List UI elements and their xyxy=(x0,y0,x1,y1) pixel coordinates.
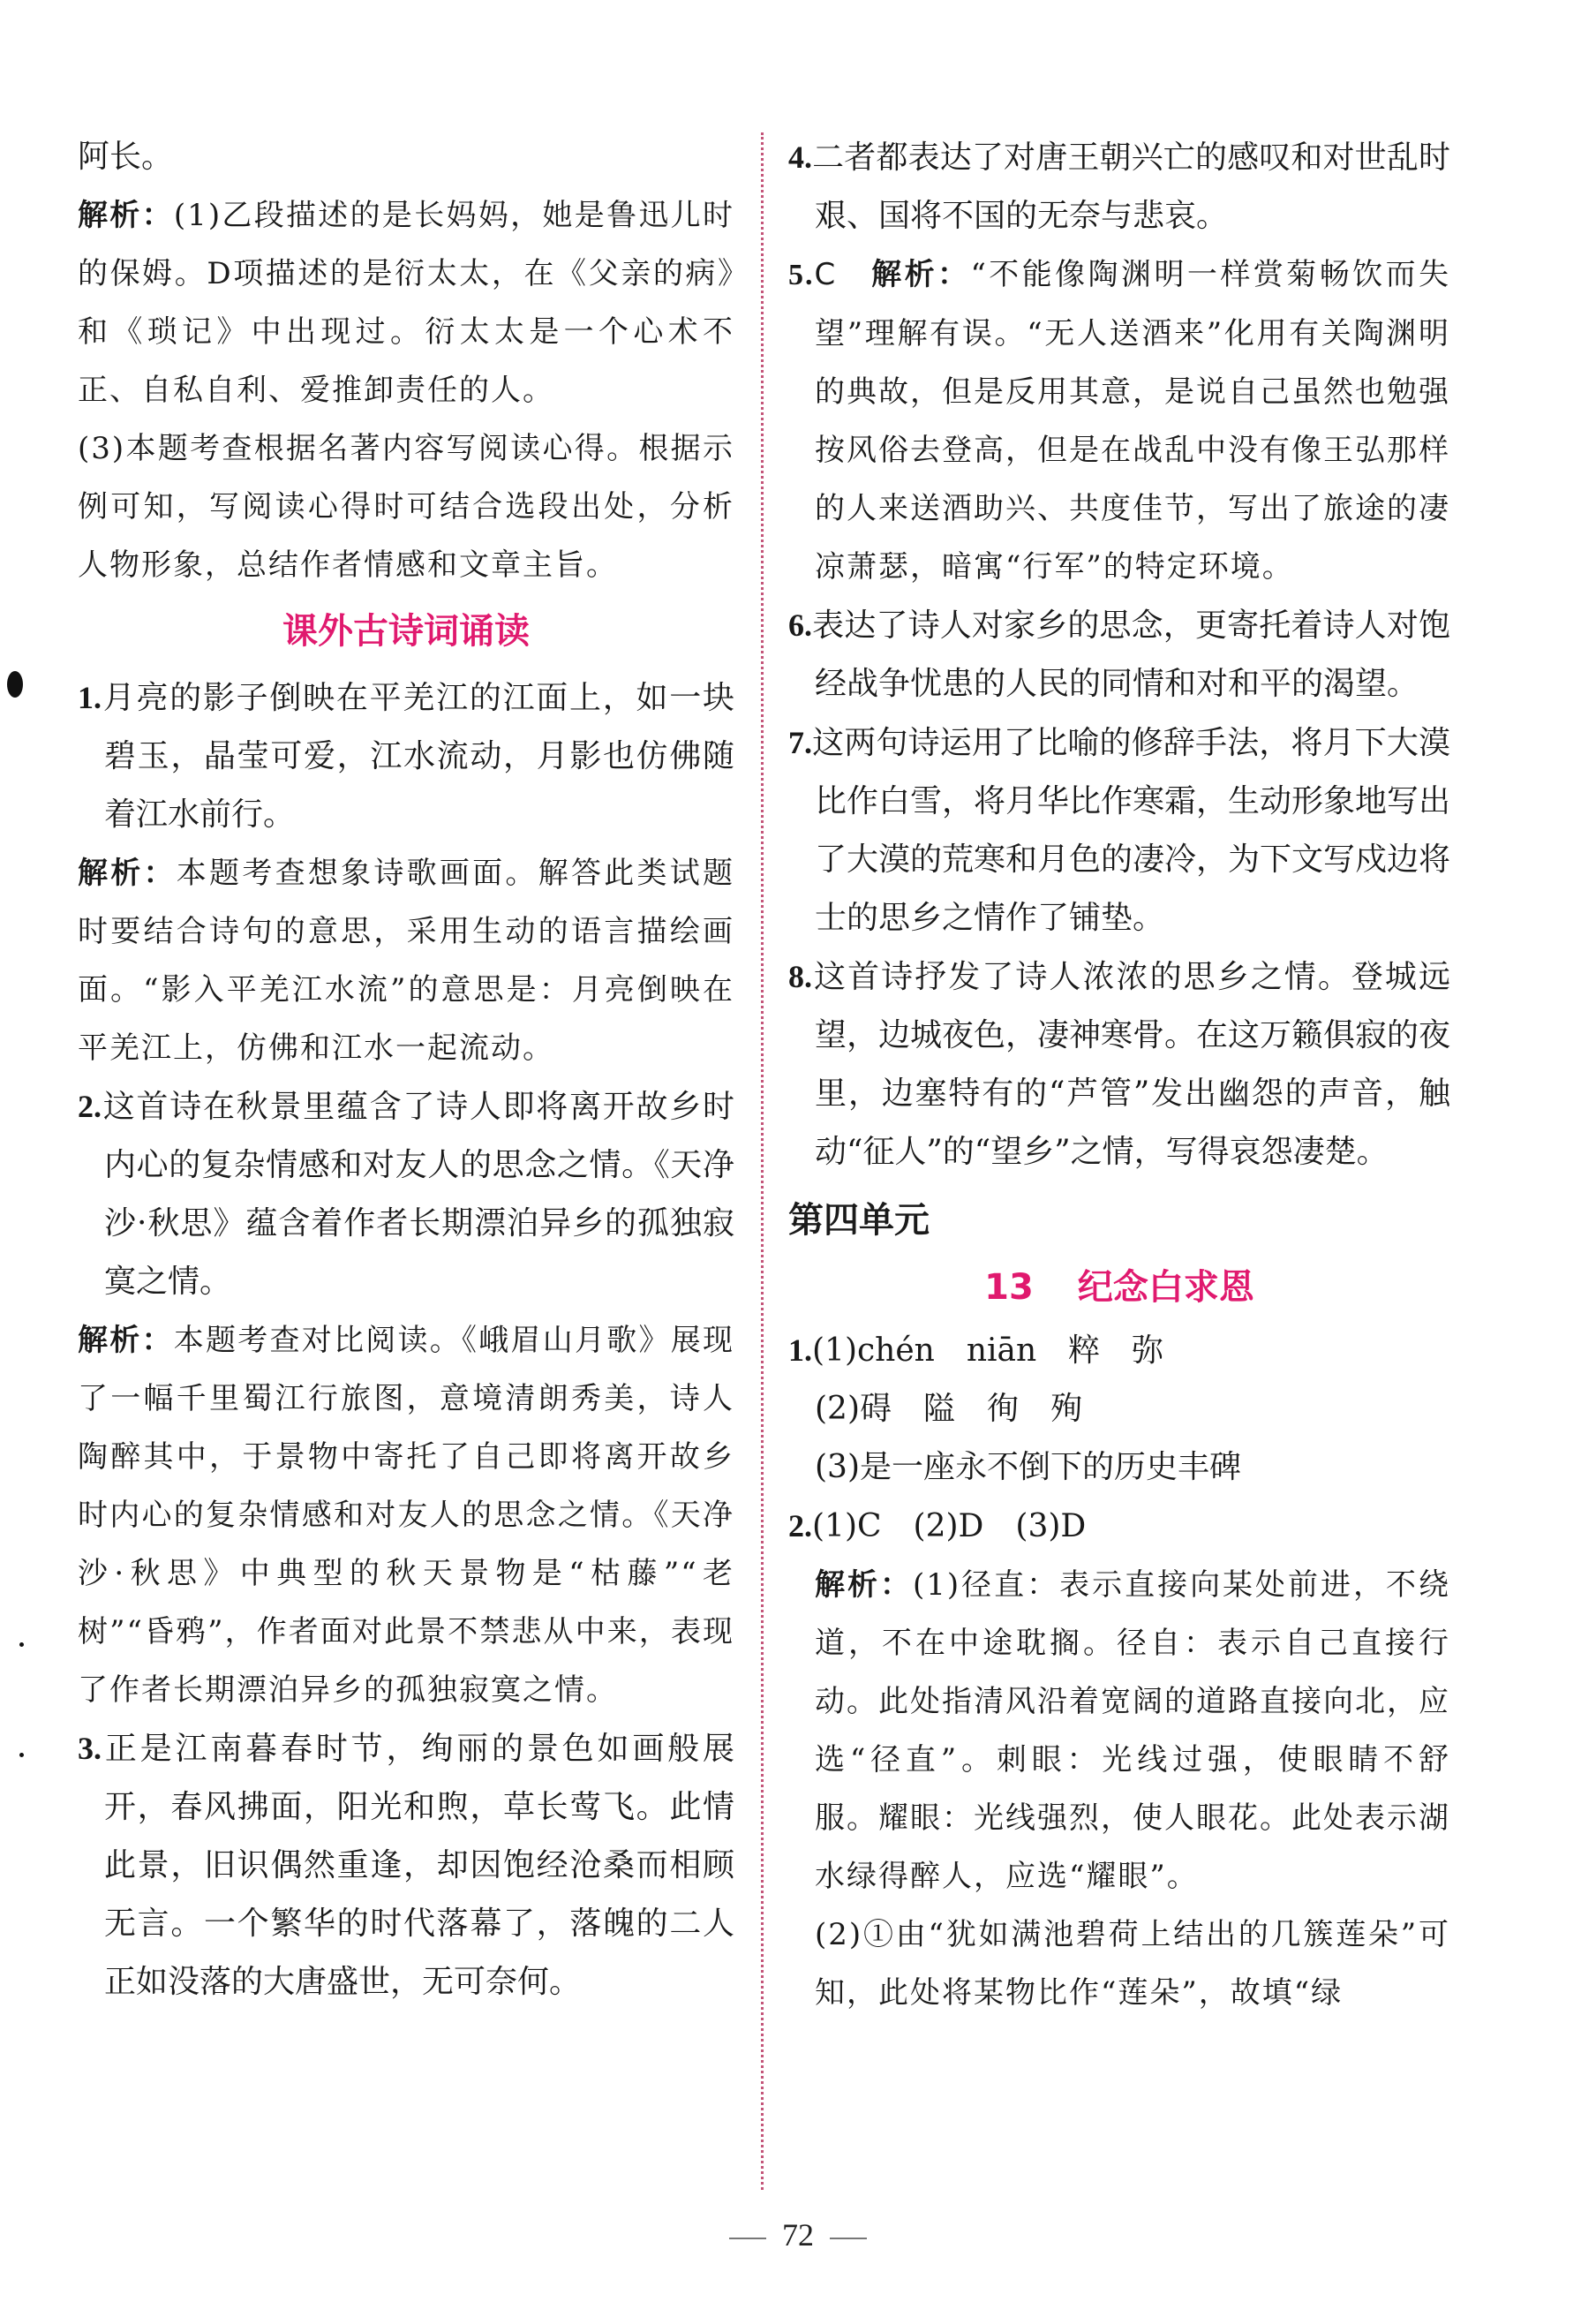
answer-item: 8.这首诗抒发了诗人浓浓的思乡之情。登城远望，边城夜色，凄神寒骨。在这万籁俱寂的夜里，边塞特有的“芦管”发出幽怨的声音，触动“征人”的“望乡”之情，写得哀怨凄楚。 xyxy=(788,959,1451,1170)
analysis-paragraph: 解析：本题考查对比阅读。《峨眉山月歌》展现了一幅千里蜀江行旅图，意境清朗秀美，诗人陶醉其中，于景物中寄托了自己即将离开故乡时内心的复杂情感和对友人的思念之情。《天净沙·秋思》中典型的秋天景物是“枯藤”“老树”“昏鸦”，作者面对此景不禁悲从中来，表现了作者长期漂泊异乡的孤独寂寞之情。 xyxy=(78,1323,734,1708)
answer-item: 3.正是江南暮春时节，绚丽的景色如画般展开，春风拂面，阳光和煦，草长莺飞。此情此景，旧识偶然重逢，却因饱经沧桑而相顾无言。一个繁华的时代落幕了，落魄的二人正如没落的大唐盛世，无可奈何。 xyxy=(78,1731,734,2000)
answer-item: 1.(1)chén niān 粹 弥 xyxy=(788,1332,1164,1369)
unit-title: 第四单元 xyxy=(788,1200,930,1241)
answer-item: 5.C 解析：“不能像陶渊明一样赏菊畅饮而失望”理解有误。“无人送酒来”化用有关陶渊明的典故，但是反用其意，是说自己虽然也勉强按风俗去登高，但是在战乱中没有像王弘那样的人来送酒助兴、共度佳节，写出了旅途的凄凉萧瑟，暗寓“行军”的特定环境。 xyxy=(788,257,1451,585)
scan-blot xyxy=(7,671,23,698)
left-column xyxy=(78,128,734,2011)
section-title: 课外古诗词诵读 xyxy=(282,611,530,652)
analysis-paragraph: 解析：(1)径直：表示直接向某处前进，不绕道，不在中途耽搁。径自：表示自己直接行动。此处指清风沿着宽阔的道路直接向北，应选“径直”。刺眼：光线过强，使眼睛不舒服。耀眼：光线强烈，使人眼花。此处表示湖水绿得醉人，应选“耀眼”。 xyxy=(815,1567,1451,1894)
lesson-name: 纪念白求恩 xyxy=(1077,1267,1254,1308)
answer-line: (3)是一座永不倒下的历史丰碑 xyxy=(815,1449,1241,1485)
answer-item: 2.这首诗在秋景里蕴含了诗人即将离开故乡时内心的复杂情感和对友人的思念之情。《天净沙·秋思》蕴含着作者长期漂泊异乡的孤独寂寞之情。 xyxy=(78,1089,734,1300)
scan-dot xyxy=(19,1753,24,1757)
lesson-number: 13 xyxy=(984,1267,1034,1308)
page-number: 72 xyxy=(782,2217,814,2253)
analysis-paragraph: (3)本题考查根据名著内容写阅读心得。根据示例可知，写阅读心得时可结合选段出处，分析人物形象，总结作者情感和文章主旨。 xyxy=(78,431,734,583)
footer-dash xyxy=(830,2238,867,2239)
footer-dash xyxy=(729,2238,766,2239)
page-footer xyxy=(0,2216,1596,2253)
answer-line: (2)碍 隘 徇 殉 xyxy=(815,1391,1082,1427)
paragraph: 阿长。 xyxy=(78,139,174,175)
scan-dot xyxy=(19,1642,24,1647)
answer-item: 7.这两句诗运用了比喻的修辞手法，将月下大漠比作白雪，将月华比作寒霜，生动形象地写出了大漠的荒寒和月色的凄冷，为下文写戍边将士的思乡之情作了铺垫。 xyxy=(788,725,1451,936)
answer-item: 2.(1)C (2)D (3)D xyxy=(788,1508,1087,1544)
lesson-title xyxy=(788,1254,1450,1321)
answer-item: 4.二者都表达了对唐王朝兴亡的感叹和对世乱时艰、国将不国的无奈与悲哀。 xyxy=(788,140,1450,234)
analysis-paragraph: (2)①由“犹如满池碧荷上结出的几簇莲朵”可知，此处将某物比作“莲朵”，故填“绿 xyxy=(815,1917,1450,2011)
column-divider xyxy=(761,132,764,2190)
analysis-paragraph: 解析：本题考查想象诗歌画面。解答此类试题时要结合诗句的意思，采用生动的语言描绘画面。“影入平羌江水流”的意思是：月亮倒映在平羌江上，仿佛和江水一起流动。 xyxy=(78,856,735,1066)
answer-item: 6.表达了诗人对家乡的思念，更寄托着诗人对饱经战争忧患的人民的同情和对和平的渴望。 xyxy=(788,608,1450,702)
answer-item: 1.月亮的影子倒映在平羌江的江面上，如一块碧玉，晶莹可爱，江水流动，月影也仿佛随着江水前行。 xyxy=(78,680,734,833)
analysis-paragraph: 解析：(1)乙段描述的是长妈妈，她是鲁迅儿时的保姆。D项描述的是衍太太，在《父亲的病》和《琐记》中出现过。衍太太是一个心术不正、自私自利、爱推卸责任的人。 xyxy=(78,198,734,408)
right-column xyxy=(788,128,1450,2022)
